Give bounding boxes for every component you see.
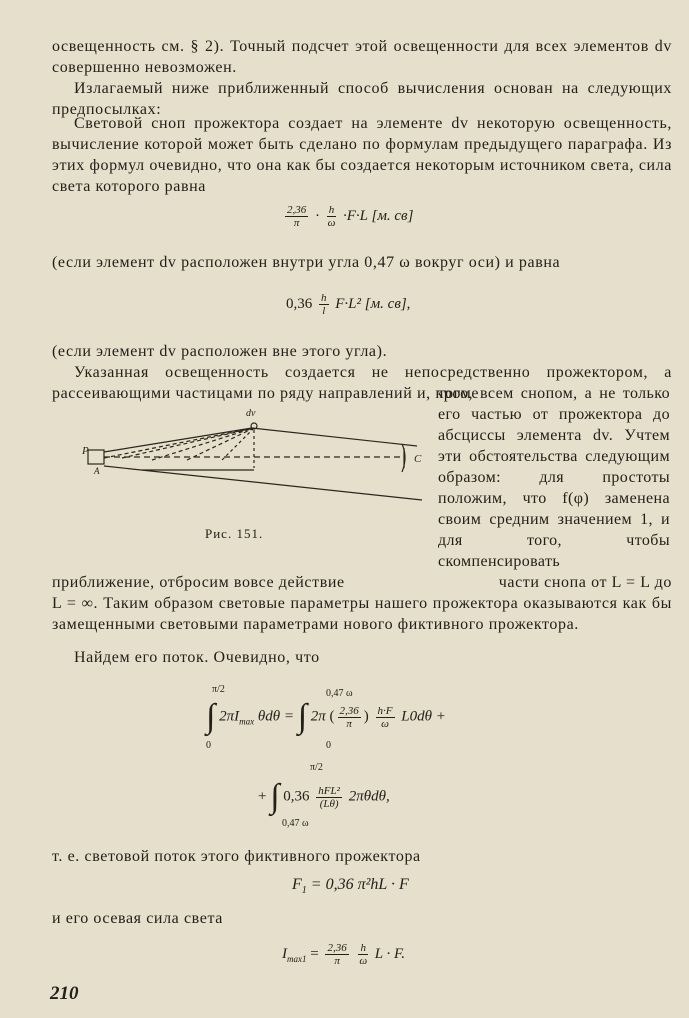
ray-5 [222,428,254,460]
paragraph-5: (если элемент dv расположен вне этого угла). [52,343,388,360]
page-number: 210 [50,983,79,1004]
projector-body [88,450,104,464]
fig-label-c: C [414,453,422,465]
eq2-tail: 2πθdθ, [348,788,390,805]
formula-2-tail: F·L² [м. св], [335,295,411,312]
fig-label-p: P [82,445,89,457]
eq2-frac-den: (Lθ) [319,797,339,810]
paragraph-4: (если элемент dv расположен внутри угла 0,47 ω вокруг оси) и равна [52,254,561,271]
eq4-frac-c [325,942,348,967]
eq4-frac-c-den: π [334,955,340,967]
eq4-frac-h-den: ω [359,955,368,967]
eq2-plus: + [258,788,267,805]
eq1-rhs-2pi: 2π [310,708,326,725]
paragraph-6-left: приближение, отбросим вовсе действие [52,574,345,591]
paragraph-6-top: Указанная освещенность создается не непосредственно прожектором, а рассеивающими частицами по ряду направлений и, кроме [52,364,672,402]
integral-sign-3: ∫ [270,778,280,815]
paragraph-8: т. е. световой поток этого фиктивного прожектора [52,848,421,865]
eq4-equals: = [310,945,319,962]
eq4-sub: max1 [287,953,307,964]
formula-1-frac-h-den: ω [327,217,336,229]
eq2-frac [316,785,342,810]
eq3-rhs: = 0,36 π²hL · F [310,876,409,893]
ray-3 [152,428,254,460]
eq4-tail: L · F. [374,945,406,962]
eq1-lhs: 2πI [219,708,240,725]
formula-2-frac-num: h [321,292,327,304]
eq1-rhs-tail: L0dθ + [401,708,446,725]
equation-1: ∫ $2\pi I_{max}$ θdθ = ∫ 2π ( $\frac{2,36}{\pi}$ ) $\frac{h\cdot F}{\omega}$ L0dθ + [206,698,446,735]
beam-upper-edge [104,428,252,452]
eq3-lhs: F [292,876,302,893]
ray-2 [122,428,254,458]
eq1-frac-a [338,705,361,730]
eq4-frac-c-num: 2,36 [327,942,347,954]
eq2-limit-bottom: 0,47 ω [282,818,309,829]
eq4-lhs: I [282,945,287,962]
eq2-frac-num: hFL² [318,784,340,797]
formula-1-tail: ·F·L [м. св] [343,207,414,224]
paragraph-2: Излагаемый ниже приближенный способ вычисления основан на следующих предпосылках: [52,80,672,118]
formula-1-frac-c [285,204,308,229]
equation-4 [282,942,405,967]
paragraph-6-wrap: того, всем снопом, а не только его частью от прожектора до абсциссы элемента dv. Учтем эти обстоятельства следующим образом: для простоты положим, что f(φ) заменена своим средним значением 1, и для того, чтобы скомпенсировать [438,385,670,570]
figure-caption: Рис. 151. [205,526,264,541]
integral-sign-2: ∫ [297,698,308,735]
fig-label-dv: dv [246,408,256,419]
eq4-frac-h [358,942,368,967]
formula-2-frac [319,292,329,317]
eq2-coef: 0,36 [283,788,310,805]
eq1-limit-1-top: π/2 [212,684,225,695]
fig-label-a: A [94,466,100,476]
eq1-frac-a-num: 2,36 [339,704,359,717]
eq3-sub: 1 [301,885,307,897]
paragraph-3: Световой сноп прожектора создает на элементе dv некоторую освещенность, вычисление которой может быть сделано по формулам предыдущего параграфа. Из этих формул очевидно, что она как бы создается некоторым источником света, сила света которого равна [52,115,672,195]
eq1-frac-b-den: ω [381,717,389,730]
paragraph-7: Найдем его поток. Очевидно, что [74,649,320,666]
formula-2-frac-den: l [322,305,326,317]
eq1-limit-2-bottom: 0 [326,740,331,751]
beam-upper-line [252,428,417,446]
eq2-limit-top: π/2 [310,762,323,773]
figure-151-diagram [82,408,442,523]
paragraph-9: и его осевая сила света [52,910,223,927]
formula-1-frac-h [327,204,337,229]
paragraph-6-right: части снопа от L = L до [498,574,672,591]
formula-1: $\frac{2,36}{\pi}$ · $\frac{h}{\omega}$ ·F·L [м. св] [287,204,414,229]
equation-3 [292,876,409,896]
paragraph-6-bottom: L = ∞. Таким образом световые параметры нашего прожектора оказываются как бы замещенными световыми параметрами нового фиктивного прожектора. [52,595,672,633]
eq1-lhs-tail: θdθ = [257,708,294,725]
eq1-frac-b-num: h·F [377,704,393,717]
formula-2 [286,292,410,317]
eq1-limit-1-bottom: 0 [206,740,211,751]
formula-1-frac-c-den: π [293,217,300,229]
eq1-limit-2-top: 0,47 ω [326,688,353,699]
integral-sign-1: ∫ [206,698,216,735]
eq4-frac-h-num: h [360,942,366,954]
formula-1-frac-c-num: 2,36 [287,204,307,216]
paragraph-6-split-line [52,572,672,593]
eq1-lhs-sub: max [239,716,255,727]
eq1-frac-a-den: π [346,717,352,730]
formula-1-frac-h-num: h [328,204,335,216]
equation-2 [258,780,390,814]
formula-2-coef: 0,36 [286,295,313,312]
beam-lower-edge [104,466,422,500]
paragraph-1: освещенность см. § 2). Точный подсчет этой освещенности для всех элементов dv совершенно невозможен. [52,38,672,76]
eq1-frac-b [376,705,395,730]
